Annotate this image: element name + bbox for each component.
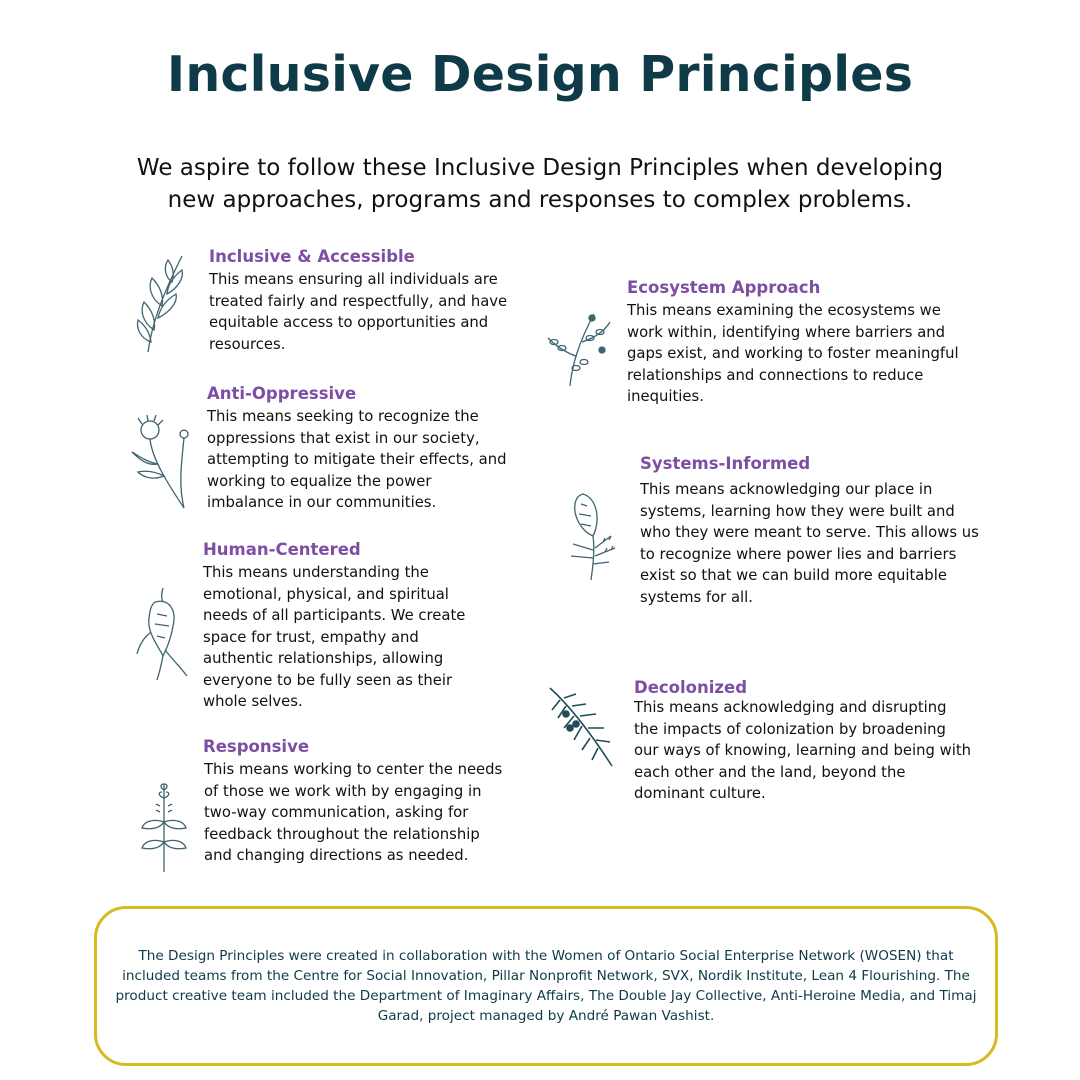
principle-body: This means examining the ecosystems we work within, identifying where barriers and gaps exist, and working to foster meaningful relationships and connections to reduce inequities. (627, 302, 959, 405)
root-icon (133, 586, 191, 682)
principle-body: This means acknowledging our place in systems, learning how they were built and who they were meant to serve. This allows us to recognize where power lies and barriers exist so that we can build more equitable systems for all. (640, 481, 979, 606)
seed-pod-icon (563, 490, 627, 582)
principle-human-centered (203, 539, 493, 713)
principle-body: This means working to center the needs of those we work with by engaging in two-way communication, asking for feedback throughout the relationship and changing directions as needed. (204, 761, 503, 864)
principle-decolonized (634, 677, 974, 805)
principle-heading: Human-Centered (203, 540, 361, 559)
principle-body: This means understanding the emotional, physical, and spiritual needs of all participants. We create space for trust, empathy and authentic relationships, allowing everyone to be fully seen as their whole selves. (203, 564, 466, 710)
principle-responsive (203, 736, 503, 867)
principle-body: This means acknowledging and disrupting the impacts of colonization by broadening our ways of knowing, learning and being with each other and the land, beyond the dominant culture. (634, 699, 971, 802)
principle-heading: Decolonized (634, 678, 748, 697)
thistle-flower-icon (128, 414, 194, 510)
principle-body: This means ensuring all individuals are treated fairly and respectfully, and have equitable access to opportunities and resources. (209, 271, 508, 353)
principle-heading: Inclusive & Accessible (209, 247, 415, 266)
principle-heading: Ecosystem Approach (627, 278, 821, 297)
flowering-stalk-icon (138, 782, 190, 874)
leafy-sprig-icon (134, 252, 192, 356)
cedar-branch-icon (546, 684, 616, 770)
credits-text: The Design Principles were created in collaboration with the Women of Ontario Social Enterprise Network (WOSEN) that included teams from the Centre for Social Innovation, Pillar Nonprofit Network, SVX, Nordik Institute, Lean 4 Flourishing. The product creative team included the Department of Imaginary Affairs, The Double Jay Collective, Anti-Heroine Media, and Timaj Garad, project managed by André Pawan Vashist. (115, 948, 977, 1024)
principle-heading: Anti-Oppressive (207, 384, 357, 403)
intro-text: We aspire to follow these Inclusive Design Principles when developing new approaches, programs and responses to complex problems. (136, 155, 944, 213)
principle-ecosystem-approach (627, 277, 967, 408)
principle-heading: Responsive (203, 737, 310, 756)
credits-box (94, 906, 998, 1066)
principle-systems-informed (640, 453, 980, 608)
principle-inclusive-accessible (209, 246, 519, 355)
principle-heading: Systems-Informed (640, 454, 811, 473)
page-title: Inclusive Design Principles (166, 46, 914, 103)
vetch-branch-icon (546, 310, 614, 388)
principle-body: This means seeking to recognize the oppressions that exist in our society, attempting to mitigate their effects, and working to equalize the power imbalance in our communities. (207, 408, 507, 511)
principle-anti-oppressive (207, 383, 507, 514)
